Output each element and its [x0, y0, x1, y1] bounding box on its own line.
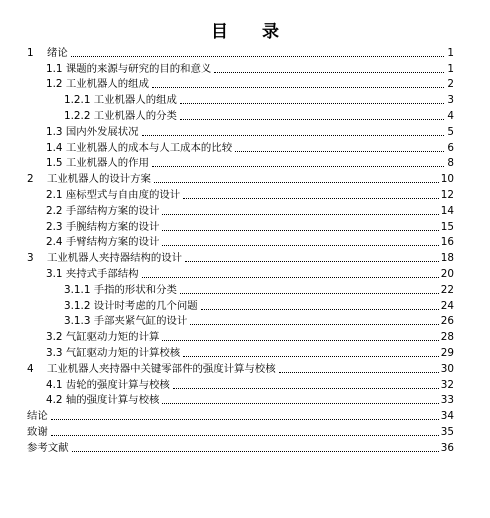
toc-entry-number: 3.1.1: [64, 283, 91, 296]
toc-page-number: 8: [447, 157, 454, 170]
dot-leader: [51, 435, 439, 436]
toc-entry-title: 手部结构方案的设计: [65, 204, 160, 217]
toc-entry-number: 4.2: [46, 394, 63, 407]
toc-entry-label: [27, 47, 69, 60]
toc-entry-title: 工业机器人的成本与人工成本的比较: [65, 141, 233, 154]
toc-entry[interactable]: [27, 281, 454, 297]
toc-entry-number: 1.4: [46, 141, 63, 154]
toc-entry-label: [46, 126, 140, 139]
toc-entry-title: 国内外发展状况: [65, 125, 139, 138]
toc-entry-label: [27, 363, 277, 376]
toc-entry-label: [27, 442, 70, 455]
toc-page-number: 35: [440, 425, 454, 438]
dot-leader: [152, 166, 444, 167]
toc-entry-label: [46, 236, 160, 249]
dot-leader: [162, 245, 438, 246]
toc-page-number: 28: [440, 331, 454, 344]
toc-entry-number: 3.2: [46, 331, 63, 344]
toc-page-number: 26: [440, 315, 454, 328]
toc-page-number: 22: [440, 283, 454, 296]
toc-entry-label: [64, 284, 178, 297]
toc-entry[interactable]: [27, 218, 454, 234]
toc-entry-number: 1: [27, 46, 34, 59]
dot-leader: [142, 277, 439, 278]
dot-leader: [142, 135, 444, 136]
toc-entry[interactable]: [27, 360, 454, 376]
toc-page-number: 3: [447, 94, 454, 107]
toc-entry-label: [27, 173, 152, 186]
toc-entry-number: 3.1: [46, 267, 63, 280]
toc-entry[interactable]: [27, 170, 454, 186]
toc-page-number: 6: [447, 141, 454, 154]
toc-entry-title: 轴的强度计算与校核: [65, 394, 160, 407]
toc-entry-number: 1.2.2: [64, 109, 91, 122]
toc-entry-title: 手指的形状和分类: [93, 283, 177, 296]
toc-entry-label: [46, 347, 181, 360]
toc-entry-number: 4.1: [46, 378, 63, 391]
toc-entry-title: 手臂结构方案的设计: [65, 236, 160, 249]
dot-leader: [183, 198, 439, 199]
toc-entry-title: 座标型式与自由度的设计: [65, 188, 181, 201]
dot-leader: [152, 87, 444, 88]
toc-page-number: 4: [447, 109, 454, 122]
toc-entry-label: [46, 394, 160, 407]
toc-entry-title: 结论: [27, 410, 48, 423]
dot-leader: [173, 388, 439, 389]
toc-entry-number: 1.5: [46, 157, 63, 170]
toc-page-number: 1: [447, 62, 454, 75]
toc-page-number: 12: [440, 188, 454, 201]
toc-entry[interactable]: [27, 249, 454, 265]
toc-page-number: 15: [440, 220, 454, 233]
table-of-contents: [27, 44, 454, 455]
toc-entry-label: [64, 315, 188, 328]
toc-entry[interactable]: [27, 202, 454, 218]
toc-entry-title: 工业机器人的分类: [93, 109, 177, 122]
toc-entry-title: 绪论: [47, 46, 68, 59]
toc-page-number: 34: [440, 410, 454, 423]
dot-leader: [180, 103, 444, 104]
toc-entry-title: 工业机器人夹持器结构的设计: [47, 252, 183, 265]
toc-entry[interactable]: [27, 60, 454, 76]
toc-page-number: 5: [447, 125, 454, 138]
toc-entry-number: 3.1.3: [64, 315, 91, 328]
dot-leader: [214, 72, 444, 73]
toc-entry[interactable]: [27, 76, 454, 92]
toc-entry-label: [46, 63, 212, 76]
toc-page-number: 2: [447, 78, 454, 91]
page-title: 目 录: [211, 22, 293, 42]
toc-entry[interactable]: [27, 91, 454, 107]
toc-entry-number: 1.2: [46, 78, 63, 91]
toc-entry-label: [27, 410, 49, 423]
toc-page-number: 29: [440, 346, 454, 359]
toc-entry[interactable]: [27, 313, 454, 329]
toc-entry-title: 手部夹紧气缸的设计: [93, 315, 188, 328]
dot-leader: [201, 309, 439, 310]
toc-entry-number: 1.3: [46, 125, 63, 138]
toc-entry-label: [46, 189, 181, 202]
toc-entry-title: 气缸驱动力矩的计算: [65, 331, 160, 344]
dot-leader: [235, 151, 444, 152]
toc-entry[interactable]: [27, 328, 454, 344]
toc-entry[interactable]: [27, 44, 454, 60]
toc-entry[interactable]: [27, 297, 454, 313]
toc-entry-title: 工业机器人的作用: [65, 157, 149, 170]
toc-entry-label: [46, 78, 150, 91]
toc-entry-label: [46, 379, 171, 392]
toc-page-number: 14: [440, 204, 454, 217]
toc-entry[interactable]: [27, 344, 454, 360]
toc-entry-number: 3: [27, 252, 34, 265]
dot-leader: [180, 293, 439, 294]
dot-leader: [279, 372, 439, 373]
toc-entry-number: 2.2: [46, 204, 63, 217]
toc-entry-title: 工业机器人的设计方案: [47, 173, 151, 186]
dot-leader: [71, 56, 444, 57]
toc-entry[interactable]: [27, 376, 454, 392]
toc-page-number: 36: [440, 441, 454, 454]
toc-entry-number: 2.1: [46, 188, 63, 201]
toc-entry[interactable]: [27, 265, 454, 281]
toc-page-number: 20: [440, 267, 454, 280]
toc-entry-title: 工业机器人的组成: [65, 78, 149, 91]
toc-entry-label: [46, 142, 233, 155]
dot-leader: [162, 403, 438, 404]
toc-entry-number: 3.3: [46, 346, 63, 359]
dot-leader: [162, 230, 438, 231]
toc-entry-title: 设计时考虑的几个问题: [93, 299, 198, 312]
dot-leader: [183, 356, 439, 357]
toc-page-number: 18: [440, 252, 454, 265]
toc-entry-title: 工业机器人夹持器中关键零部件的强度计算与校核: [47, 362, 276, 375]
toc-page-number: 24: [440, 299, 454, 312]
toc-entry-label: [64, 110, 178, 123]
toc-entry-number: 2.3: [46, 220, 63, 233]
toc-page-number: 33: [440, 394, 454, 407]
toc-page-number: 32: [440, 378, 454, 391]
dot-leader: [72, 451, 439, 452]
toc-entry[interactable]: [27, 139, 454, 155]
toc-entry-number: 3.1.2: [64, 299, 91, 312]
dot-leader: [185, 261, 439, 262]
toc-page-number: 1: [447, 46, 454, 59]
toc-entry-title: 工业机器人的组成: [93, 94, 177, 107]
toc-page-number: 16: [440, 236, 454, 249]
dot-leader: [51, 419, 439, 420]
toc-entry-title: 夹持式手部结构: [65, 267, 139, 280]
dot-leader: [180, 119, 444, 120]
toc-entry-label: [64, 94, 178, 107]
toc-entry-title: 致谢: [27, 425, 48, 438]
toc-page-number: 10: [440, 173, 454, 186]
toc-entry-number: 2: [27, 173, 34, 186]
toc-entry-label: [46, 157, 150, 170]
toc-entry-title: 参考文献: [27, 441, 69, 454]
toc-entry[interactable]: [27, 123, 454, 139]
toc-entry[interactable]: [27, 186, 454, 202]
toc-entry-label: [46, 221, 160, 234]
toc-entry-title: 手腕结构方案的设计: [65, 220, 160, 233]
toc-entry-title: 齿轮的强度计算与校核: [65, 378, 170, 391]
toc-entry-label: [46, 205, 160, 218]
toc-entry-number: 1.1: [46, 62, 63, 75]
dot-leader: [190, 324, 438, 325]
toc-entry-label: [27, 426, 49, 439]
toc-entry-title: 气缸驱动力矩的计算校核: [65, 346, 181, 359]
toc-entry-label: [27, 252, 183, 265]
toc-entry-label: [46, 331, 160, 344]
toc-entry[interactable]: [27, 155, 454, 171]
toc-entry-label: [64, 300, 199, 313]
toc-entry-number: 2.4: [46, 236, 63, 249]
toc-entry-number: 4: [27, 362, 34, 375]
toc-entry[interactable]: [27, 234, 454, 250]
toc-entry[interactable]: [27, 107, 454, 123]
toc-entry[interactable]: [27, 407, 454, 423]
toc-page-number: 30: [440, 362, 454, 375]
toc-entry-title: 课题的来源与研究的目的和意义: [65, 62, 212, 75]
dot-leader: [162, 340, 438, 341]
toc-entry-label: [46, 268, 140, 281]
toc-entry[interactable]: [27, 392, 454, 408]
toc-entry[interactable]: [27, 439, 454, 455]
dot-leader: [154, 182, 439, 183]
toc-entry[interactable]: [27, 423, 454, 439]
dot-leader: [162, 214, 438, 215]
toc-entry-number: 1.2.1: [64, 94, 91, 107]
